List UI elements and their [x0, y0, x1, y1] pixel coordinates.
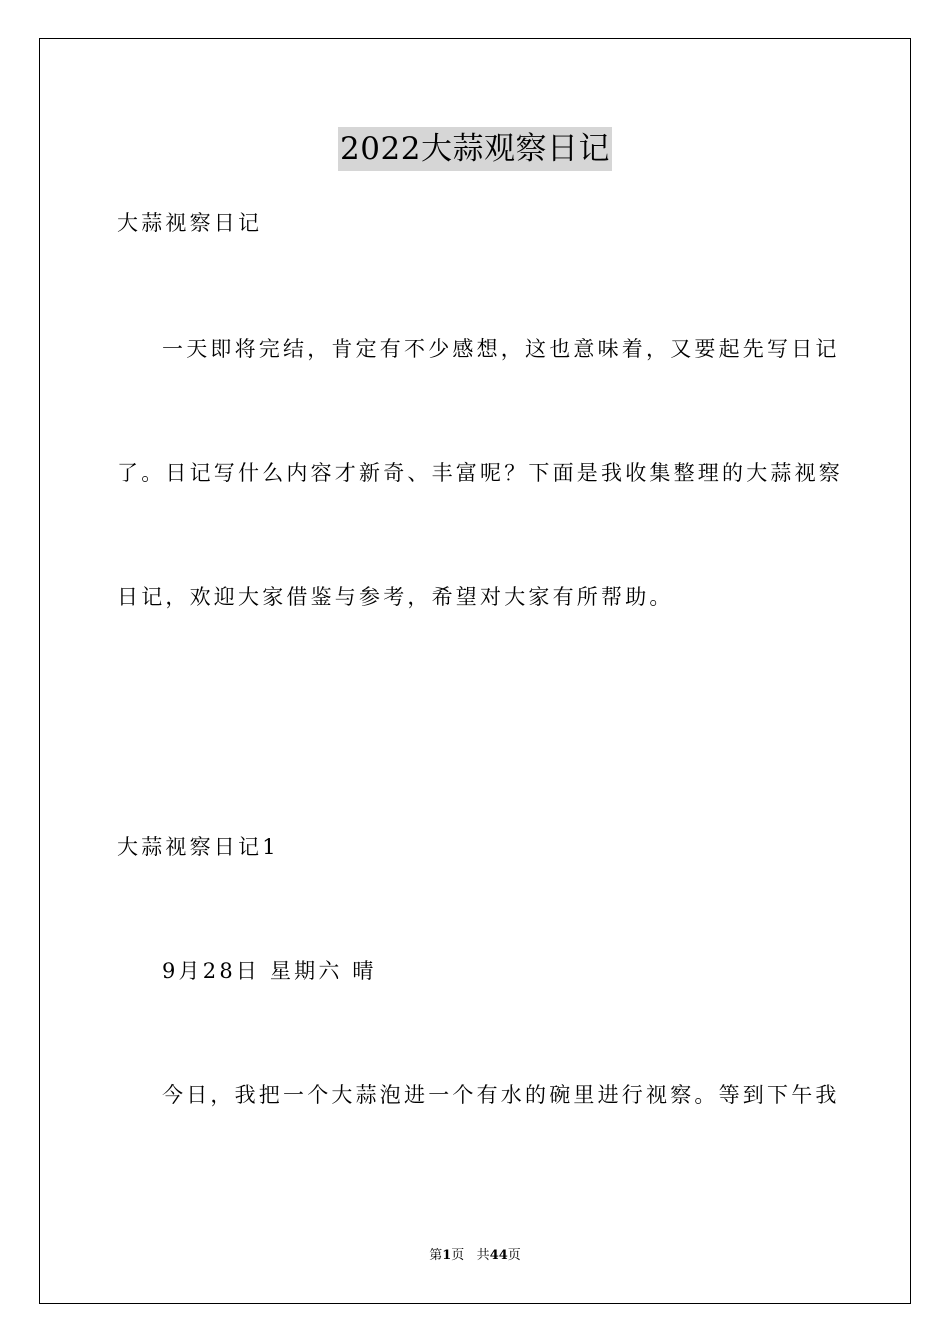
- footer-page-prefix: 第: [429, 1248, 443, 1263]
- paragraph-line: 了。日记写什么内容才新奇、丰富呢？下面是我收集整理的大蒜视察: [117, 461, 843, 485]
- document-title: 2022大蒜观察日记: [338, 127, 612, 171]
- footer-total-pages: 44: [489, 1248, 508, 1263]
- footer-total-suffix: 页: [507, 1248, 521, 1263]
- title-container: [0, 127, 950, 171]
- paragraph-line: 日记，欢迎大家借鉴与参考，希望对大家有所帮助。: [117, 585, 674, 609]
- paragraph-line: 今日，我把一个大蒜泡进一个有水的碗里进行视察。等到下午我: [162, 1083, 840, 1107]
- entry-heading: 大蒜视察日记1: [117, 835, 279, 859]
- paragraph-line: 一天即将完结，肯定有不少感想，这也意味着，又要起先写日记: [162, 337, 840, 361]
- entry-date-line: 9月28日 星期六 晴: [162, 959, 377, 983]
- section-heading: 大蒜视察日记: [117, 211, 263, 235]
- page-footer: [0, 1247, 950, 1265]
- footer-page-suffix: 页: [451, 1248, 465, 1263]
- footer-page-number: 1: [442, 1248, 452, 1263]
- footer-total-prefix: 共: [476, 1248, 490, 1263]
